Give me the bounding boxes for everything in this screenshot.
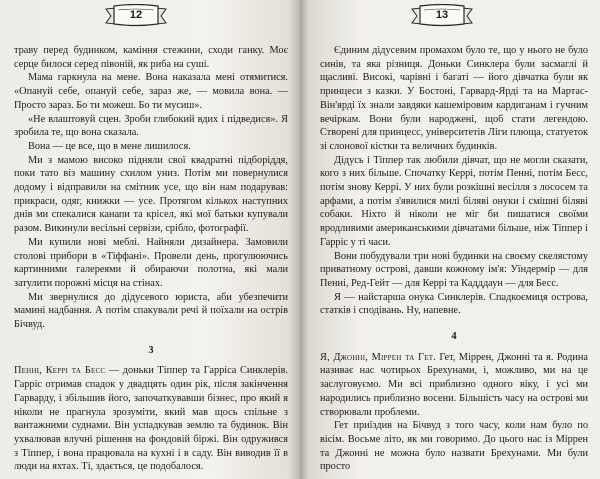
paragraph: траву перед будинком, каміння стежини, сходи ганку. Моє серце билося серед півоній, як риба на суші.	[14, 45, 288, 70]
chapter-number: 4	[451, 331, 457, 343]
paragraph: Ми купили нові меблі. Найняли дизайнера. Замовили столові прибори в «Тіффані». Провели день, прогулюючись картинними галереями й обираючи полотна, які мали затулити порожні місця на стінах.	[14, 236, 288, 289]
paragraph: Єдиним дідусевим промахом було те, що у нього не було синів, та яка різниця. Доньки Синклера були засмаглі й щасливі. Високі, чарівні і багаті — його дівчатка були як принцеси з казки. У Бостоні, Гарвард-Ярді та на Мартас-Він'ярді їх знали завдяки кашеміровим кардиганам і гучним вечіркам. Вони були народжені, щоб стати легендою. Створені для принцесс, університетів Ліги плюща, статуеток зі слонової кістки та величних будинків.	[320, 45, 588, 152]
paragraph: Ми звернулися до дідусевого юриста, аби убезпечити мамині надбання. А потім спакували речі й поїхали на острів Бічвуд.	[14, 291, 288, 331]
chapter-lead-words: Пенні, Керрі та Бесс	[14, 365, 106, 377]
page-text	[14, 44, 288, 474]
paragraph: Ми з мамою високо підняли свої квадратні підборіддя, поки тато віз машину схилом униз. Потім ми повернулися додому і відправили на смітник усе, що він нам подарував: прикраси, одяг, книжки — усе. Протягом кількох наступних днів ми спекалися канапи та крісел, які мої батьки купували разом. Викинули весільні сервізи, срібло, фотографії.	[14, 154, 288, 235]
page-text	[320, 44, 588, 474]
page-number-banner	[104, 4, 168, 28]
paragraph: Дідусь і Тіппер так любили дівчат, що не могли сказати, кого з них більше. Спочатку Керрі, потім Пенні, потім Бесс, потім знову Керрі. У них були розкішні весілля з лососем та арфами, а потім з'явилися милі біляві онуки і смішні біляві собаки. Ніхто й ніколи не міг би пишатися своїми вродливими американськими дівчатами більше, ніж Тіппер і Гарріс у ті часи.	[320, 154, 588, 248]
chapter-number: 3	[148, 344, 154, 356]
chapter-opening-text: Гет, Міррен, Джонні та я. Родина називає нас чотирьох Брехунами, і, можливо, ми на це заслуговуємо. Ми всі приблизно одного віку, і усі ми народились приблизно восени. Більшість часу на острові ми створювали проблеми.	[320, 351, 588, 418]
chapter-opening-paragraph	[320, 351, 588, 420]
paragraph: Вони побудували три нові будинки на своєму скелястому приватному острові, давши кожному ім'я: Уїндермір — для Пенні, Ред-Гейт — для Керрі та Кадддаун — для Бесс.	[320, 250, 588, 289]
page-number-banner	[410, 4, 474, 28]
chapter-opening-text: — доньки Тіппер та Гарріса Синклерів. Гарріс отримав спадок у двадцять один рік, після закінчення Гарварду, і збільшив його, започаткувавши бізнес, про який я ніколи не прагнула зрозуміти, який мав щось спільне з вантажними суднами. Він успадкував землю та будинок. Він ухвалював влучні рішення на фондовій біржі. Він одружився з Тіппер, і вона працювала на кухні і в саду. Він виводив її в люди на яхтах. Ті, здається, це подобалося.	[14, 365, 288, 473]
paragraph: «Не влаштовуй сцен. Зроби глибокий вдих і підведися». Я зробила те, що вона сказала.	[14, 113, 288, 139]
page-number: 12	[129, 9, 143, 21]
paragraph: Вона — це все, що в мене лишилося.	[28, 140, 191, 152]
page-number: 13	[435, 9, 449, 21]
paragraph: Мама гаркнула на мене. Вона наказала мені отямитися. «Опануй себе, опануй себе, зараз же, — мовила вона. — Просто зараз. Бо ти можеш. Бо ти мусиш».	[14, 72, 288, 111]
chapter-lead-words: Я, Джонні, Міррен та Гет.	[320, 351, 436, 363]
paragraph: Я — найстарша онука Синклерів. Спадкоємиця острова, статків і сподівань. Ну, напевне.	[320, 291, 588, 317]
chapter-opening-paragraph	[14, 364, 288, 474]
paragraph: Гет приїздив на Бічвуд з того часу, коли нам було по вісім. Восьме літо, як ми говоримо. До цього нас із Міррен та Джонні не можна було назвати Брехунами. Ми були просто	[320, 420, 588, 473]
right-page	[300, 0, 600, 479]
